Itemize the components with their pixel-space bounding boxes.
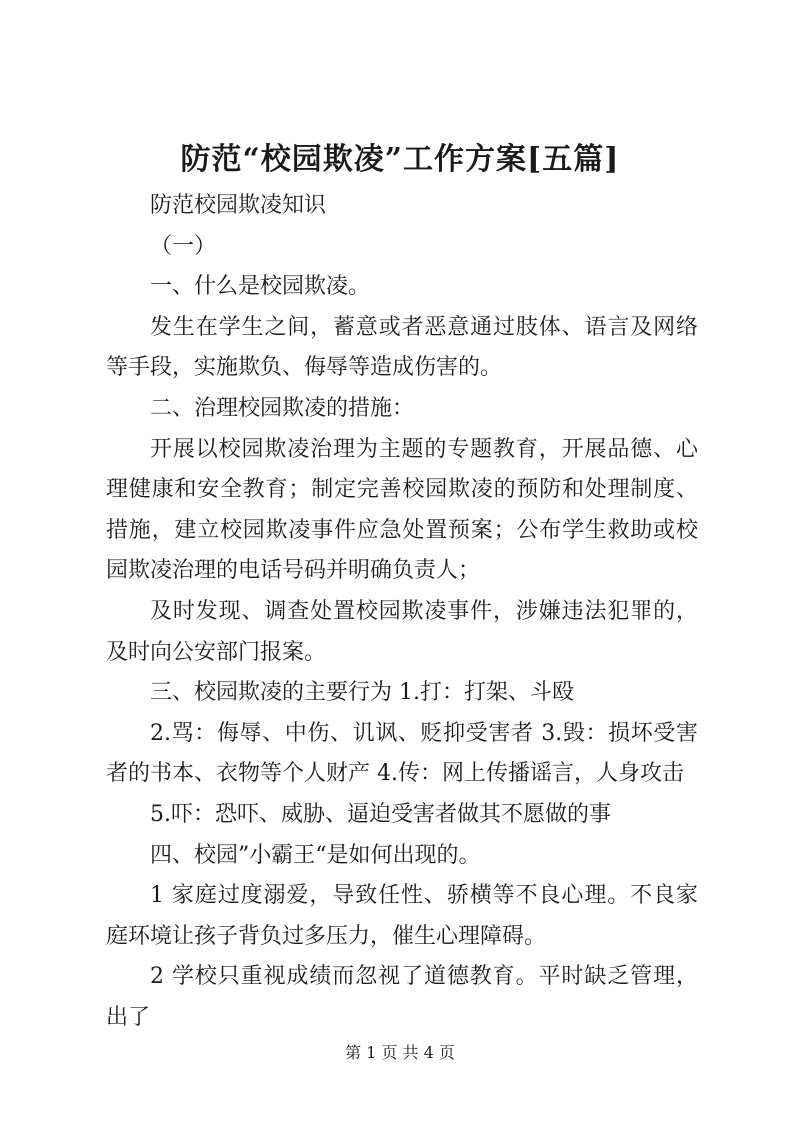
paragraph-behavior-scare: 5.吓：恐吓、威胁、逼迫受害者做其不愿做的事 <box>150 801 611 827</box>
paragraph-cause-family: 1 家庭过度溺爱，导致任性、骄横等不良心理。不良家庭环境让孩子背负过多压力，催生心理障碍。 <box>106 883 698 949</box>
paragraph-measures: 开展以校园欺凌治理为主题的专题教育，开展品德、心理健康和安全教育；制定完善校园欺凌的预防和处理制度、措施，建立校园欺凌事件应急处置预案；公布学生救助或校园欺凌治理的电话号码并明确负责人； <box>106 436 698 584</box>
page-number-footer: 第 1 页 共 4 页 <box>345 1043 455 1062</box>
paragraph-section-one: （一） <box>150 233 217 259</box>
paragraph-definition: 发生在学生之间，蓄意或者恶意通过肢体、语言及网络等手段，实施欺负、侮辱等造成伤害的。 <box>106 314 698 381</box>
paragraph-knowledge-heading: 防范校园欺凌知识 <box>150 193 327 218</box>
document-title: 防范“校园欺凌”工作方案[五篇] <box>180 142 620 177</box>
paragraph-behaviors-list: 2.骂：侮辱、中伤、讥讽、贬抑受害者 3.毁：损坏受害者的书本、衣物等个人财产 4.传：网上传播谣言，人身攻击 <box>106 720 698 787</box>
paragraph-causes-heading: 四、校园”小霸王“是如何出现的。 <box>150 842 481 868</box>
paragraph-behaviors-heading: 三、校园欺凌的主要行为 1.打：打架、斗殴 <box>150 680 574 706</box>
paragraph-measures-heading: 二、治理校园欺凌的措施： <box>150 395 415 421</box>
paragraph-reporting: 及时发现、调查处置校园欺凌事件，涉嫌违法犯罪的，及时向公安部门报案。 <box>106 598 698 665</box>
paragraph-what-is-bullying: 一、什么是校园欺凌。 <box>150 274 371 300</box>
document-body <box>106 186 698 1038</box>
paragraph-cause-school: 2 学校只重视成绩而忽视了道德教育。平时缺乏管理，出了 <box>106 964 698 1030</box>
